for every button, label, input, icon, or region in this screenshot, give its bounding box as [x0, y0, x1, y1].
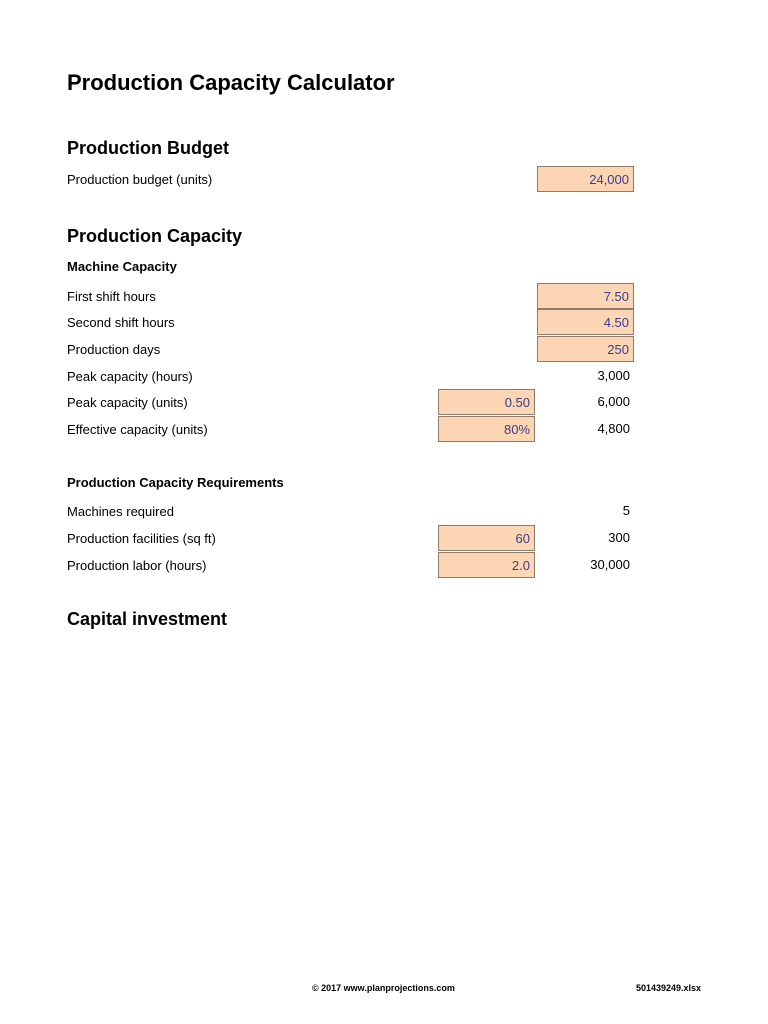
peak-capacity-units-value: 6,000: [597, 394, 630, 409]
section-title-capital-investment: Capital investment: [67, 609, 228, 629]
footer-filename: 501439249.xlsx: [636, 983, 702, 993]
machines-required-value: 5: [622, 503, 630, 518]
peak-capacity-hours-value: 3,000: [597, 368, 630, 383]
row-machines-required: [0, 498, 768, 525]
row-label: Production budget (units): [67, 172, 213, 187]
production-days-input[interactable]: 250: [537, 336, 634, 362]
footer-copyright: © 2017 www.planprojections.com: [312, 983, 455, 993]
row-production-facilities: [0, 525, 768, 552]
production-labor-input[interactable]: 2.0: [438, 552, 535, 578]
row-peak-capacity-hours: [0, 363, 768, 390]
row-first-shift-hours: [0, 283, 768, 310]
production-facilities-value: 300: [608, 530, 630, 545]
production-budget-input[interactable]: 24,000: [537, 166, 634, 192]
first-shift-hours-input[interactable]: 7.50: [537, 283, 634, 309]
subsection-title-capacity-requirements: Production Capacity Requirements: [67, 475, 284, 490]
row-second-shift-hours: [0, 309, 768, 336]
row-production-budget: [0, 166, 768, 193]
production-labor-value: 30,000: [590, 557, 630, 572]
row-label: First shift hours: [67, 289, 156, 304]
section-title-production-capacity: Production Capacity: [67, 226, 243, 246]
row-production-days: [0, 336, 768, 363]
row-label: Peak capacity (hours): [67, 369, 193, 384]
effective-capacity-input[interactable]: 80%: [438, 416, 535, 442]
production-facilities-input[interactable]: 60: [438, 525, 535, 551]
row-label: Production labor (hours): [67, 558, 207, 573]
row-label: Effective capacity (units): [67, 422, 208, 437]
row-label: Production days: [67, 342, 161, 357]
row-peak-capacity-units: [0, 389, 768, 416]
row-label: Peak capacity (units): [67, 395, 188, 410]
row-label: Production facilities (sq ft): [67, 531, 216, 546]
row-effective-capacity-units: [0, 416, 768, 443]
row-label: Second shift hours: [67, 315, 175, 330]
second-shift-hours-input[interactable]: 4.50: [537, 309, 634, 335]
section-title-production-budget: Production Budget: [67, 138, 229, 158]
effective-capacity-units-value: 4,800: [597, 421, 630, 436]
page-title: Production Capacity Calculator: [67, 70, 395, 95]
row-production-labor: [0, 552, 768, 579]
row-label: Machines required: [67, 504, 174, 519]
subsection-title-machine-capacity: Machine Capacity: [67, 259, 177, 274]
peak-capacity-units-input[interactable]: 0.50: [438, 389, 535, 415]
